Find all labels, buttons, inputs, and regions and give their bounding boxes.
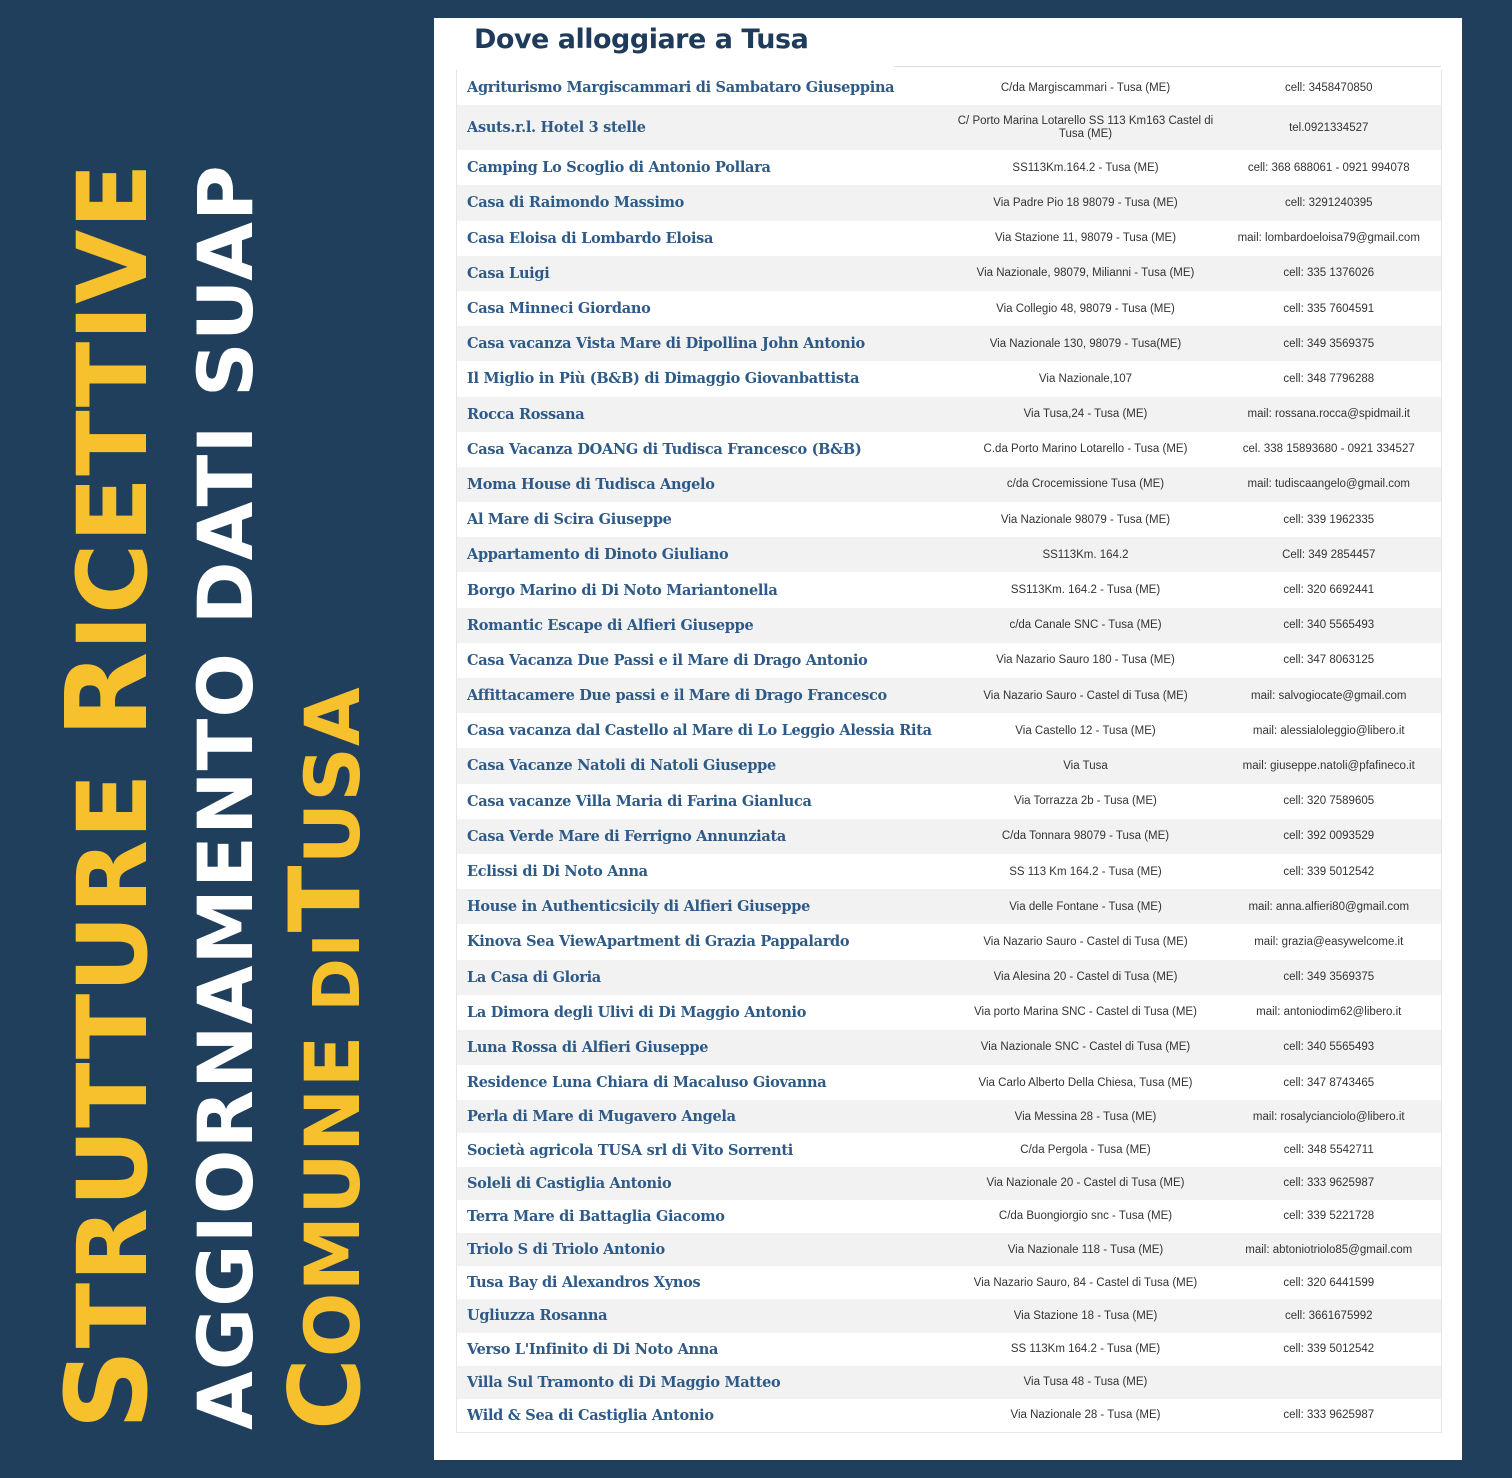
accommodation-name-link[interactable]: House in Authenticsicily di Alfieri Giuseppe	[457, 889, 955, 924]
accommodation-name-link[interactable]: Eclissi di Di Noto Anna	[467, 863, 648, 881]
address-cell: Via Nazionale 118 - Tusa (ME)	[955, 1233, 1217, 1266]
accommodation-name-link[interactable]: Casa Luigi	[457, 256, 955, 291]
table-row	[457, 326, 1442, 361]
table-body	[457, 70, 1442, 1432]
contact-cell: cell: 339 5221728	[1283, 1210, 1375, 1223]
contact-cell: cell: 349 3569375	[1217, 326, 1442, 361]
address-cell: c/da Canale SNC - Tusa (ME)	[955, 608, 1217, 643]
contact-cell: cell: 348 5542711	[1283, 1144, 1374, 1157]
table-row	[457, 1167, 1442, 1200]
table-row	[457, 502, 1442, 537]
table-row	[457, 1266, 1442, 1299]
accommodation-name-link[interactable]: Wild & Sea di Castiglia Antonio	[467, 1406, 714, 1424]
address-cell: Via Tusa	[955, 748, 1217, 783]
contact-cell: mail: rosalycianciolo@libero.it	[1217, 1100, 1442, 1133]
table-row	[457, 678, 1442, 713]
table-row	[457, 1366, 1442, 1399]
divider	[894, 66, 1441, 67]
accommodation-name-link[interactable]: Casa Verde Mare di Ferrigno Annunziata	[457, 819, 955, 854]
contact-cell: cell: 347 8743465	[1283, 1076, 1375, 1089]
table-row	[457, 643, 1442, 678]
contact-cell: cell: 320 6441599	[1283, 1276, 1375, 1289]
webpage-screenshot	[434, 18, 1462, 1460]
accommodation-name-link[interactable]: Agriturismo Margiscammari di Sambataro Giuseppina	[467, 79, 895, 97]
table-row	[457, 748, 1442, 783]
accommodation-name-link[interactable]: Appartamento di Dinoto Giuliano	[457, 537, 955, 572]
address-cell: Via Nazionale 28 - Tusa (ME)	[1010, 1409, 1161, 1422]
table-row	[457, 1299, 1442, 1332]
table-row	[457, 1333, 1442, 1366]
address-cell: SS 113 Km 164.2 - Tusa (ME)	[1009, 865, 1162, 878]
contact-cell: cell: 3458470850	[1284, 81, 1373, 94]
accommodation-name-link[interactable]: Kinova Sea ViewApartment di Grazia Pappalardo	[467, 933, 850, 951]
contact-cell: cell: 340 5565493	[1217, 1030, 1442, 1065]
address-cell: Via delle Fontane - Tusa (ME)	[955, 889, 1217, 924]
table-row	[457, 924, 1442, 959]
address-cell: Via Nazionale 20 - Castel di Tusa (ME)	[955, 1167, 1217, 1200]
address-cell: Via Nazionale 98079 - Tusa (ME)	[1000, 513, 1171, 526]
address-cell: Via Alesina 20 - Castel di Tusa (ME)	[955, 960, 1217, 995]
table-row	[457, 467, 1442, 502]
contact-cell: tel.0921334527	[1217, 105, 1442, 150]
table-row	[457, 537, 1442, 572]
side-title-line3: COMUNE DITUSA	[269, 686, 383, 1430]
table-row	[457, 1100, 1442, 1133]
accommodation-name-link[interactable]: Asuts.r.l. Hotel 3 stelle	[457, 105, 955, 150]
address-cell: Via Nazario Sauro - Castel di Tusa (ME)	[983, 935, 1188, 948]
contact-cell: mail: lombardoeloisa79@gmail.com	[1237, 232, 1420, 245]
address-cell: Via Nazario Sauro 180 - Tusa (ME)	[996, 654, 1175, 667]
contact-cell: cell: 333 9625987	[1283, 1409, 1375, 1422]
contact-cell: mail: giuseppe.natoli@pfafineco.it	[1217, 748, 1442, 783]
contact-cell: cell: 339 5012542	[1283, 865, 1375, 878]
contact-cell: cell: 333 9625987	[1217, 1167, 1442, 1200]
table-row	[457, 713, 1442, 748]
table-row	[457, 854, 1442, 889]
accommodation-name-link[interactable]: Società agricola TUSA srl di Vito Sorrenti	[467, 1141, 793, 1159]
table-row	[457, 361, 1442, 396]
contact-cell: cell: 368 688061 - 0921 994078	[1247, 161, 1410, 174]
address-cell: Via Collegio 48, 98079 - Tusa (ME)	[996, 302, 1175, 315]
contact-cell: mail: abtoniotriolo85@gmail.com	[1217, 1233, 1442, 1266]
accommodation-name-link[interactable]: Tusa Bay di Alexandros Xynos	[467, 1274, 701, 1292]
table-row	[457, 1030, 1442, 1065]
address-cell: C/da Margiscammari - Tusa (ME)	[1000, 81, 1171, 94]
table-row	[457, 608, 1442, 643]
contact-cell: cell: 3661675992	[1217, 1299, 1442, 1332]
address-cell: Via Stazione 18 - Tusa (ME)	[955, 1299, 1217, 1332]
contact-cell	[1217, 1366, 1442, 1399]
contact-cell: cell: 348 7796288	[1283, 372, 1375, 385]
table-row	[457, 291, 1442, 326]
address-cell: Via Nazionale,107	[1038, 372, 1133, 385]
side-title-line2: AGGIORNAMENTO DATI SUAP	[181, 164, 270, 1430]
address-cell: Via Stazione 11, 98079 - Tusa (ME)	[994, 232, 1177, 245]
accommodation-name-link[interactable]: Verso L'Infinito di Di Noto Anna	[467, 1340, 719, 1358]
accommodation-name-link[interactable]: Casa Eloisa di Lombardo Eloisa	[467, 229, 714, 247]
contact-cell: cell: 335 1376026	[1217, 256, 1442, 291]
accommodation-name-link[interactable]: Luna Rossa di Alfieri Giuseppe	[457, 1030, 955, 1065]
table-row	[457, 960, 1442, 995]
contact-cell: cell: 339 5012542	[1283, 1343, 1375, 1356]
table-row	[457, 150, 1442, 185]
accommodation-name-link[interactable]: Ugliuzza Rosanna	[457, 1299, 955, 1332]
address-cell: Via Messina 28 - Tusa (ME)	[955, 1100, 1217, 1133]
address-cell: Via Padre Pio 18 98079 - Tusa (ME)	[955, 185, 1217, 220]
address-cell: Via Tusa 48 - Tusa (ME)	[955, 1366, 1217, 1399]
contact-cell: cell: 3291240395	[1217, 185, 1442, 220]
table-row	[457, 185, 1442, 220]
address-cell: Via Torrazza 2b - Tusa (ME)	[1014, 795, 1157, 808]
contact-cell: cel. 338 15893680 - 0921 334527	[1242, 443, 1415, 456]
accommodation-name-link[interactable]: Casa vacanza dal Castello al Mare di Lo Leggio Alessia Rita	[467, 722, 932, 740]
table-row	[457, 819, 1442, 854]
accommodation-name-link[interactable]: Borgo Marino di Di Noto Mariantonella	[467, 581, 778, 599]
side-title-line1: STRUTTURE RICETTIVE	[43, 162, 173, 1430]
contact-cell: cell: 392 0093529	[1217, 819, 1442, 854]
address-cell: SS113Km.164.2 - Tusa (ME)	[1012, 161, 1159, 174]
contact-cell: mail: tudiscaangelo@gmail.com	[1217, 467, 1442, 502]
address-cell: C/da Pergola - Tusa (ME)	[1020, 1144, 1151, 1157]
accommodation-name-link[interactable]: La Dimora degli Ulivi di Di Maggio Antonio	[467, 1003, 807, 1021]
contact-cell: mail: anna.alfieri80@gmail.com	[1217, 889, 1442, 924]
accommodations-table	[456, 70, 1442, 1433]
accommodation-name-link[interactable]: Villa Sul Tramonto di Di Maggio Matteo	[457, 1366, 955, 1399]
address-cell: C/da Buongiorgio snc - Tusa (ME)	[998, 1210, 1173, 1223]
page-title: Dove alloggiare a Tusa	[474, 24, 809, 55]
accommodation-name-link[interactable]: Triolo S di Triolo Antonio	[457, 1233, 955, 1266]
accommodation-name-link[interactable]: Affittacamere Due passi e il Mare di Drago Francesco	[457, 678, 955, 713]
contact-cell: Cell: 349 2854457	[1217, 537, 1442, 572]
contact-cell: cell: 339 1962335	[1283, 513, 1375, 526]
address-cell: Via Carlo Alberto Della Chiesa, Tusa (ME)	[978, 1076, 1193, 1089]
accommodation-name-link[interactable]: Residence Luna Chiara di Macaluso Giovanna	[467, 1074, 827, 1092]
accommodation-name-link[interactable]: Casa Vacanza Due Passi e il Mare di Drago Antonio	[467, 651, 868, 669]
table-row	[457, 1065, 1442, 1100]
accommodation-name-link[interactable]: Terra Mare di Battaglia Giacomo	[467, 1207, 725, 1225]
address-cell: SS113Km. 164.2	[955, 537, 1217, 572]
address-cell: SS 113Km 164.2 - Tusa (ME)	[1010, 1343, 1161, 1356]
address-cell: Via Nazionale, 98079, Milianni - Tusa (ME)	[955, 256, 1217, 291]
address-cell: Via porto Marina SNC - Castel di Tusa (ME)	[974, 1006, 1197, 1019]
table-row	[457, 221, 1442, 256]
table-row	[457, 1233, 1442, 1266]
contact-cell: mail: alessialoleggio@libero.it	[1252, 724, 1405, 737]
accommodation-name-link[interactable]: Perla di Mare di Mugavero Angela	[457, 1100, 955, 1133]
table-row	[457, 256, 1442, 291]
table-row	[457, 1133, 1442, 1166]
accommodation-name-link[interactable]: Soleli di Castiglia Antonio	[457, 1167, 955, 1200]
address-cell: Via Tusa,24 - Tusa (ME)	[955, 397, 1217, 432]
address-cell: c/da Crocemissione Tusa (ME)	[955, 467, 1217, 502]
table-row	[457, 397, 1442, 432]
accommodation-name-link[interactable]: Casa Vacanze Natoli di Natoli Giuseppe	[457, 748, 955, 783]
table-row	[457, 70, 1442, 105]
accommodation-name-link[interactable]: Casa Minneci Giordano	[467, 300, 651, 318]
address-cell: C/ Porto Marina Lotarello SS 113 Km163 Castel di Tusa (ME)	[955, 105, 1217, 150]
accommodation-name-link[interactable]: Il Miglio in Più (B&B) di Dimaggio Giovanbattista	[467, 370, 860, 388]
table-row	[457, 995, 1442, 1030]
table-row	[457, 1200, 1442, 1233]
accommodation-name-link[interactable]: Rocca Rossana	[457, 397, 955, 432]
address-cell: C.da Porto Marino Lotarello - Tusa (ME)	[983, 443, 1188, 456]
contact-cell: cell: 335 7604591	[1283, 302, 1375, 315]
table-row	[457, 572, 1442, 607]
contact-cell: mail: grazia@easywelcome.it	[1254, 935, 1404, 948]
table-row	[457, 1399, 1442, 1432]
address-cell: Via Nazario Sauro - Castel di Tusa (ME)	[955, 678, 1217, 713]
contact-cell: cell: 320 6692441	[1283, 584, 1375, 597]
contact-cell: mail: rossana.rocca@spidmail.it	[1217, 397, 1442, 432]
accommodation-name-link[interactable]: Casa vacanza Vista Mare di Dipollina John Antonio	[457, 326, 955, 361]
address-cell: Via Castello 12 - Tusa (ME)	[1015, 724, 1156, 737]
contact-cell: cell: 347 8063125	[1283, 654, 1375, 667]
address-cell: Via Nazionale 130, 98079 - Tusa(ME)	[955, 326, 1217, 361]
table-row	[457, 432, 1442, 467]
address-cell: Via Nazario Sauro, 84 - Castel di Tusa (ME)	[973, 1276, 1198, 1289]
contact-cell: cell: 320 7589605	[1283, 795, 1375, 808]
accommodation-name-link[interactable]: Casa Vacanza DOANG di Tudisca Francesco (B&B)	[467, 440, 862, 458]
accommodation-name-link[interactable]: Romantic Escape di Alfieri Giuseppe	[457, 608, 955, 643]
address-cell: SS113Km. 164.2 - Tusa (ME)	[1010, 584, 1161, 597]
accommodation-name-link[interactable]: Moma House di Tudisca Angelo	[457, 467, 955, 502]
address-cell: C/da Tonnara 98079 - Tusa (ME)	[955, 819, 1217, 854]
table-row	[457, 784, 1442, 819]
table-row	[457, 889, 1442, 924]
address-cell: Via Nazionale SNC - Castel di Tusa (ME)	[955, 1030, 1217, 1065]
contact-cell: mail: salvogiocate@gmail.com	[1217, 678, 1442, 713]
accommodation-name-link[interactable]: La Casa di Gloria	[457, 960, 955, 995]
accommodation-name-link[interactable]: Casa di Raimondo Massimo	[457, 185, 955, 220]
table-row	[457, 105, 1442, 150]
contact-cell: cell: 340 5565493	[1217, 608, 1442, 643]
accommodation-name-link[interactable]: Al Mare di Scira Giuseppe	[467, 511, 672, 529]
contact-cell: mail: antoniodim62@libero.it	[1256, 1006, 1402, 1019]
accommodation-name-link[interactable]: Casa vacanze Villa Maria di Farina Gianluca	[467, 792, 812, 810]
contact-cell: cell: 349 3569375	[1217, 960, 1442, 995]
accommodation-name-link[interactable]: Camping Lo Scoglio di Antonio Pollara	[467, 159, 771, 177]
